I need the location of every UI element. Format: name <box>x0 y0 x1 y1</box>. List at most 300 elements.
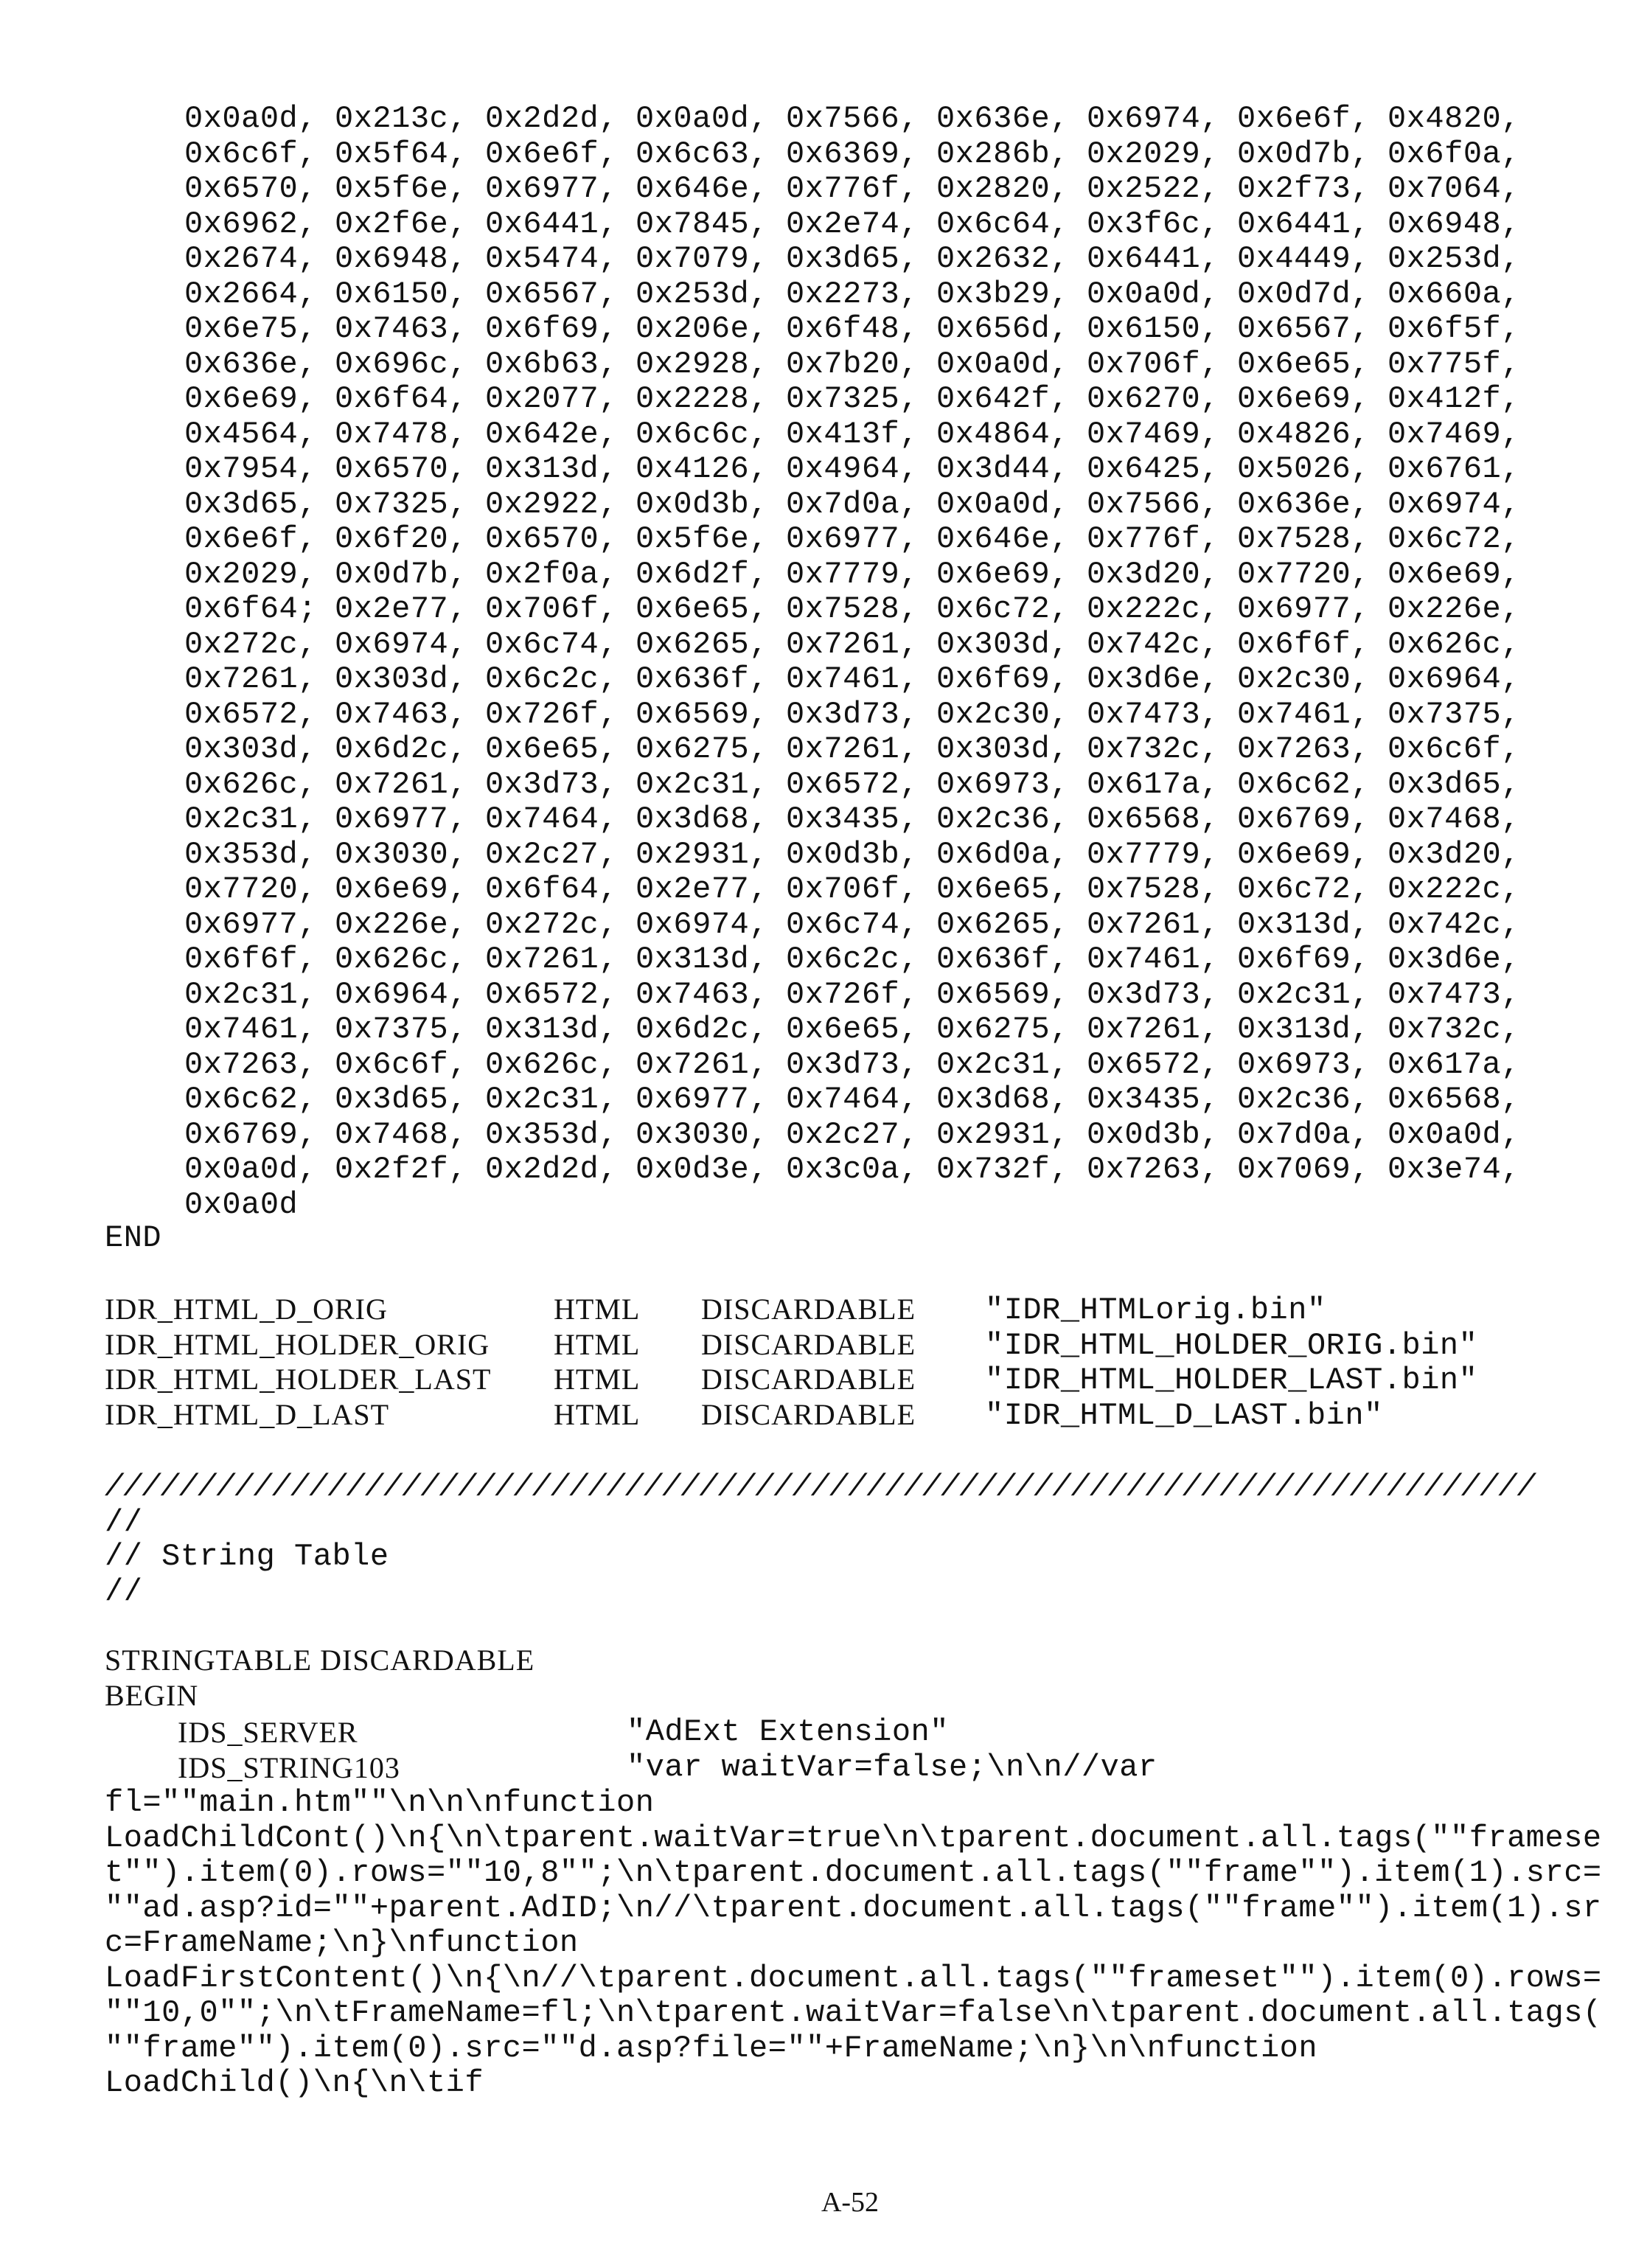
hex-value: 0x6977, <box>1237 594 1370 625</box>
hex-value: 0x6e75, <box>184 313 317 344</box>
hex-value: 0x6270, <box>1087 383 1219 414</box>
hex-value: 0x2522, <box>1087 173 1219 204</box>
hex-row <box>184 453 1585 486</box>
hex-value: 0x0d7b, <box>335 559 467 590</box>
hex-value: 0x6c72, <box>936 594 1069 625</box>
hex-value: 0x2c27, <box>786 1119 919 1150</box>
hex-row <box>184 279 1585 311</box>
hex-value: 0x7079, <box>636 243 768 274</box>
hex-value: 0x6265, <box>636 629 768 660</box>
code-line: ""10,0"";\n\tFrameName=fl;\n\tparent.waitVar=false\n\tparent.document.all.tags( <box>105 1997 1602 2028</box>
comment-title: // String Table <box>105 1541 389 1572</box>
hex-row <box>184 523 1585 556</box>
code-line: fl=""main.htm""\n\n\nfunction <box>105 1787 654 1818</box>
hex-value: 0x0a0d, <box>184 103 317 134</box>
hex-value: 0x2d2d, <box>485 103 618 134</box>
hex-value: 0x732f, <box>936 1154 1069 1185</box>
hex-value: 0x4126, <box>636 453 768 484</box>
hex-value: 0x2820, <box>936 173 1069 204</box>
hex-value: 0x6572, <box>184 699 317 730</box>
comment-separator: ///////////////////////////////////////////////////////////////////////////// <box>105 1472 1536 1503</box>
hex-value: 0x7261, <box>335 769 467 800</box>
hex-value: 0x3d73, <box>786 1049 919 1080</box>
hex-value: 0x7263, <box>1087 1154 1219 1185</box>
hex-value: 0x636f, <box>936 944 1069 975</box>
hex-row <box>184 1084 1585 1116</box>
hex-value: 0x7468, <box>335 1119 467 1150</box>
hex-value: 0x4826, <box>1237 419 1370 450</box>
hex-value: 0x6973, <box>936 769 1069 800</box>
hex-value: 0x6c63, <box>636 139 768 170</box>
hex-value: 0x7461, <box>1087 944 1219 975</box>
hex-value: 0x7464, <box>485 804 618 835</box>
hex-value: 0x0a0d, <box>636 103 768 134</box>
hex-value: 0x3d65, <box>335 1084 467 1115</box>
hex-value: 0x6567, <box>1237 313 1370 344</box>
hex-row <box>184 909 1585 942</box>
hex-value: 0x6e65, <box>1237 349 1370 380</box>
hex-value: 0x213c, <box>335 103 467 134</box>
hex-value: 0x6977, <box>485 173 618 204</box>
hex-value: 0x5f6e, <box>335 173 467 204</box>
hex-value: 0x3435, <box>786 804 919 835</box>
hex-value: 0x7263, <box>184 1049 317 1080</box>
hex-value: 0x742c, <box>1087 629 1219 660</box>
code-line: LoadChildCont()\n{\n\tparent.waitVar=true\n\tparent.document.all.tags(""framese <box>105 1823 1602 1854</box>
hex-value: 0x2922, <box>485 489 618 520</box>
code-line: ""ad.asp?id=""+parent.AdID;\n//\tparent.document.all.tags(""frame"").item(1).sr <box>105 1893 1602 1924</box>
hex-value: 0x6150, <box>1087 313 1219 344</box>
hex-value: 0x7375, <box>1387 699 1520 730</box>
hex-value: 0x6c6c, <box>636 419 768 450</box>
resource-flag: DISCARDABLE <box>701 1295 916 1324</box>
hex-value: 0x313d, <box>485 453 618 484</box>
hex-value: 0x2674, <box>184 243 317 274</box>
hex-value: 0x6c74, <box>786 909 919 940</box>
hex-value: 0x7d0a, <box>786 489 919 520</box>
hex-value: 0x303d, <box>936 734 1069 765</box>
hex-value: 0x2e77, <box>335 594 467 625</box>
hex-value: 0x7261, <box>184 664 317 695</box>
hex-value: 0x6568, <box>1087 804 1219 835</box>
hex-row <box>184 139 1585 171</box>
hex-value: 0x6f69, <box>485 313 618 344</box>
hex-value: 0x6e6f, <box>184 523 317 554</box>
hex-value: 0x313d, <box>636 944 768 975</box>
hex-value: 0x6369, <box>786 139 919 170</box>
hex-value: 0x636f, <box>636 664 768 695</box>
hex-row <box>184 734 1585 766</box>
hex-value: 0x6974, <box>335 629 467 660</box>
hex-value: 0x7d0a, <box>1237 1119 1370 1150</box>
hex-value: 0x7261, <box>786 734 919 765</box>
hex-row <box>184 979 1585 1012</box>
hex-value: 0x6948, <box>1387 209 1520 240</box>
hex-value: 0x5f64, <box>335 139 467 170</box>
resource-type: HTML <box>554 1400 640 1430</box>
resource-flag: DISCARDABLE <box>701 1400 916 1430</box>
hex-value: 0x636e, <box>1237 489 1370 520</box>
resource-id: IDR_HTML_HOLDER_LAST <box>105 1365 491 1394</box>
hex-value: 0x6974, <box>1387 489 1520 520</box>
hex-value: 0x2f6e, <box>335 209 467 240</box>
hex-row <box>184 559 1585 591</box>
hex-value: 0x6f64, <box>335 383 467 414</box>
hex-value: 0x3d73, <box>485 769 618 800</box>
hex-value: 0x6e65, <box>636 594 768 625</box>
hex-value: 0x642f, <box>936 383 1069 414</box>
hex-value: 0x6570, <box>184 173 317 204</box>
hex-value: 0x706f, <box>786 874 919 905</box>
hex-value: 0x7461, <box>786 664 919 695</box>
hex-value: 0x2c31, <box>936 1049 1069 1080</box>
hex-value: 0x626c, <box>335 944 467 975</box>
hex-value: 0x3f6c, <box>1087 209 1219 240</box>
hex-value: 0x636e, <box>184 349 317 380</box>
hex-value: 0x7528, <box>786 594 919 625</box>
hex-value: 0x7473, <box>1087 699 1219 730</box>
hex-value: 0x6f6f, <box>1237 629 1370 660</box>
hex-value: 0x3d68, <box>936 1084 1069 1115</box>
hex-value: 0x7469, <box>1087 419 1219 450</box>
hex-value: 0x6275, <box>636 734 768 765</box>
hex-value: 0x222c, <box>1387 874 1520 905</box>
hex-row <box>184 1049 1585 1082</box>
hex-value: 0x3b29, <box>936 279 1069 310</box>
resource-flag: DISCARDABLE <box>701 1330 916 1360</box>
hex-value: 0x2c31, <box>184 979 317 1010</box>
hex-value: 0x6e65, <box>936 874 1069 905</box>
hex-value: 0x3030, <box>636 1119 768 1150</box>
hex-value: 0x6e69, <box>1387 559 1520 590</box>
hex-value: 0x6e69, <box>335 874 467 905</box>
hex-value: 0x776f, <box>1087 523 1219 554</box>
hex-value: 0x6964, <box>335 979 467 1010</box>
hex-value: 0x206e, <box>636 313 768 344</box>
hex-value: 0x6977, <box>636 1084 768 1115</box>
hex-value: 0x7261, <box>786 629 919 660</box>
hex-row <box>184 419 1585 451</box>
hex-value: 0x253d, <box>636 279 768 310</box>
hex-value: 0x0a0d, <box>1387 1119 1520 1150</box>
hex-value: 0x2c27, <box>485 839 618 870</box>
hex-value: 0x6567, <box>485 279 618 310</box>
hex-value: 0x2228, <box>636 383 768 414</box>
hex-value: 0x6f5f, <box>1387 313 1520 344</box>
hex-value: 0x7720, <box>1237 559 1370 590</box>
hex-value: 0x6d2c, <box>636 1014 768 1045</box>
hex-row <box>184 173 1585 206</box>
hex-value: 0x3d6e, <box>1087 664 1219 695</box>
resource-type: HTML <box>554 1330 640 1360</box>
hex-value: 0x3435, <box>1087 1084 1219 1115</box>
resource-file: "IDR_HTML_D_LAST.bin" <box>985 1400 1383 1431</box>
hex-value: 0x3d44, <box>936 453 1069 484</box>
hex-value: 0x303d, <box>184 734 317 765</box>
hex-value: 0x6e6f, <box>1237 103 1370 134</box>
hex-value: 0x7261, <box>485 944 618 975</box>
hex-value: 0x636e, <box>936 103 1069 134</box>
hex-value: 0x6e65, <box>485 734 618 765</box>
hex-row <box>184 594 1585 626</box>
hex-value: 0x617a, <box>1387 1049 1520 1080</box>
resource-id: IDR_HTML_D_LAST <box>105 1400 389 1430</box>
hex-row <box>184 209 1585 241</box>
hex-value: 0x6c6f, <box>335 1049 467 1080</box>
hex-value: 0x286b, <box>936 139 1069 170</box>
hex-row <box>184 313 1585 346</box>
hex-value: 0x646e, <box>936 523 1069 554</box>
hex-value: 0x3d68, <box>636 804 768 835</box>
hex-value: 0x2c30, <box>936 699 1069 730</box>
hex-value: 0x2632, <box>936 243 1069 274</box>
hex-value: 0x626c, <box>184 769 317 800</box>
hex-value: 0x6f64, <box>485 874 618 905</box>
hex-value: 0x0a0d <box>184 1189 298 1220</box>
hex-value: 0x6f69, <box>936 664 1069 695</box>
hex-value: 0x7325, <box>335 489 467 520</box>
resource-type: HTML <box>554 1295 640 1324</box>
hex-value: 0x626c, <box>1387 629 1520 660</box>
hex-value: 0x7478, <box>335 419 467 450</box>
hex-value: 0x6d2f, <box>636 559 768 590</box>
resource-flag: DISCARDABLE <box>701 1365 916 1394</box>
hex-value: 0x303d, <box>936 629 1069 660</box>
hex-value: 0x6f20, <box>335 523 467 554</box>
hex-value: 0x6f69, <box>1237 944 1370 975</box>
hex-value: 0x6e69, <box>936 559 1069 590</box>
string-id: IDS_SERVER <box>178 1718 358 1747</box>
hex-value: 0x2273, <box>786 279 919 310</box>
hex-value: 0x6d2c, <box>335 734 467 765</box>
hex-value: 0x2c36, <box>936 804 1069 835</box>
hex-row <box>184 839 1585 872</box>
hex-value: 0x6f48, <box>786 313 919 344</box>
resource-id: IDR_HTML_HOLDER_ORIG <box>105 1330 490 1360</box>
hex-value: 0x7473, <box>1387 979 1520 1010</box>
hex-value: 0x6c6f, <box>1387 734 1520 765</box>
comment-line: // <box>105 1507 142 1538</box>
resource-id: IDR_HTML_D_ORIG <box>105 1295 388 1324</box>
hex-value: 0x226e, <box>1387 594 1520 625</box>
hex-value: 0x3d65, <box>786 243 919 274</box>
hex-value: 0x6b63, <box>485 349 618 380</box>
hex-value: 0x6441, <box>1087 243 1219 274</box>
hex-value: 0x7069, <box>1237 1154 1370 1185</box>
begin-keyword: BEGIN <box>105 1681 198 1711</box>
hex-value: 0x742c, <box>1387 909 1520 940</box>
hex-value: 0x617a, <box>1087 769 1219 800</box>
hex-value: 0x2c31, <box>1237 979 1370 1010</box>
hex-value: 0x7461, <box>184 1014 317 1045</box>
hex-value: 0x4449, <box>1237 243 1370 274</box>
hex-value: 0x7b20, <box>786 349 919 380</box>
hex-value: 0x6570, <box>335 453 467 484</box>
hex-value: 0x7064, <box>1387 173 1520 204</box>
hex-row <box>184 349 1585 381</box>
code-line: c=FrameName;\n}\nfunction <box>105 1927 579 1958</box>
hex-row <box>184 383 1585 416</box>
hex-value: 0x7464, <box>786 1084 919 1115</box>
hex-value: 0x6f0a, <box>1387 139 1520 170</box>
hex-row <box>184 103 1585 136</box>
hex-value: 0x7463, <box>636 979 768 1010</box>
hex-value: 0x6572, <box>1087 1049 1219 1080</box>
hex-value: 0x0d3b, <box>786 839 919 870</box>
hex-value: 0x726f, <box>485 699 618 730</box>
hex-value: 0x7263, <box>1237 734 1370 765</box>
hex-value: 0x7463, <box>335 699 467 730</box>
hex-value: 0x2f2f, <box>335 1154 467 1185</box>
hex-value: 0x6769, <box>1237 804 1370 835</box>
hex-value: 0x6275, <box>936 1014 1069 1045</box>
hex-value: 0x656d, <box>936 313 1069 344</box>
hex-value: 0x4864, <box>936 419 1069 450</box>
hex-row <box>184 1154 1585 1186</box>
hex-value: 0x6572, <box>485 979 618 1010</box>
hex-value: 0x732c, <box>1087 734 1219 765</box>
hex-value: 0x642e, <box>485 419 618 450</box>
hex-value: 0x313d, <box>1237 1014 1370 1045</box>
hex-value: 0x3d73, <box>786 699 919 730</box>
hex-value: 0x7261, <box>1087 1014 1219 1045</box>
hex-row <box>184 489 1585 521</box>
hex-value: 0x726f, <box>786 979 919 1010</box>
hex-value: 0x0a0d, <box>936 349 1069 380</box>
hex-value: 0x2664, <box>184 279 317 310</box>
hex-value: 0x7375, <box>335 1014 467 1045</box>
hex-value: 0x6e69, <box>184 383 317 414</box>
stringtable-header: STRINGTABLE DISCARDABLE <box>105 1646 535 1675</box>
hex-value: 0x5474, <box>485 243 618 274</box>
hex-value: 0x3d65, <box>184 489 317 520</box>
hex-value: 0x3d73, <box>1087 979 1219 1010</box>
hex-value: 0x732c, <box>1387 1014 1520 1045</box>
hex-value: 0x6e69, <box>1237 839 1370 870</box>
hex-value: 0x7469, <box>1387 419 1520 450</box>
hex-value: 0x4964, <box>786 453 919 484</box>
hex-value: 0x353d, <box>485 1119 618 1150</box>
hex-row <box>184 629 1585 661</box>
hex-value: 0x0a0d, <box>936 489 1069 520</box>
hex-value: 0x6e69, <box>1237 383 1370 414</box>
hex-value: 0x3d65, <box>1387 769 1520 800</box>
code-line: t"").item(0).rows=""10,8"";\n\tparent.document.all.tags(""frame"").item(1).src= <box>105 1857 1602 1888</box>
hex-value: 0x6c72, <box>1237 874 1370 905</box>
code-line: LoadChild()\n{\n\tif <box>105 2067 484 2098</box>
hex-row <box>184 664 1585 696</box>
hex-value: 0x2e74, <box>786 209 919 240</box>
hex-value: 0x6769, <box>184 1119 317 1150</box>
string-id: IDS_STRING103 <box>178 1753 400 1783</box>
hex-value: 0x7468, <box>1387 804 1520 835</box>
hex-value: 0x6441, <box>1237 209 1370 240</box>
hex-value: 0x6c6f, <box>184 139 317 170</box>
hex-value: 0x226e, <box>335 909 467 940</box>
hex-value: 0x2c36, <box>1237 1084 1370 1115</box>
hex-value: 0x7463, <box>335 313 467 344</box>
hex-value: 0x6265, <box>936 909 1069 940</box>
resource-file: "IDR_HTMLorig.bin" <box>985 1295 1326 1326</box>
hex-value: 0x646e, <box>636 173 768 204</box>
hex-value: 0x303d, <box>335 664 467 695</box>
hex-value: 0x2928, <box>636 349 768 380</box>
hex-value: 0x6569, <box>936 979 1069 1010</box>
page-number: A-52 <box>0 2188 1647 2216</box>
hex-value: 0x6948, <box>335 243 467 274</box>
hex-value: 0x5f6e, <box>636 523 768 554</box>
end-keyword: END <box>105 1222 161 1253</box>
hex-value: 0x6425, <box>1087 453 1219 484</box>
hex-row <box>184 1014 1585 1046</box>
hex-value: 0x6c74, <box>485 629 618 660</box>
hex-value: 0x413f, <box>786 419 919 450</box>
hex-value: 0x313d, <box>485 1014 618 1045</box>
hex-value: 0x2e77, <box>636 874 768 905</box>
hex-value: 0x5026, <box>1237 453 1370 484</box>
hex-value: 0x7779, <box>1087 839 1219 870</box>
hex-value: 0x0a0d, <box>184 1154 317 1185</box>
code-line: LoadFirstContent()\n{\n//\tparent.document.all.tags(""frameset"").item(0).rows= <box>105 1963 1602 1994</box>
hex-value: 0x6974, <box>636 909 768 940</box>
hex-row <box>184 1189 1585 1222</box>
hex-value: 0x6e6f, <box>485 139 618 170</box>
hex-value: 0x2c31, <box>184 804 317 835</box>
hex-value: 0x7528, <box>1237 523 1370 554</box>
hex-value: 0x2c31, <box>636 769 768 800</box>
hex-value: 0x3e74, <box>1387 1154 1520 1185</box>
resource-file: "IDR_HTML_HOLDER_ORIG.bin" <box>985 1330 1477 1361</box>
hex-row <box>184 944 1585 976</box>
hex-row <box>184 769 1585 801</box>
hex-value: 0x6977, <box>184 909 317 940</box>
hex-value: 0x272c, <box>184 629 317 660</box>
hex-value: 0x7325, <box>786 383 919 414</box>
hex-value: 0x6568, <box>1387 1084 1520 1115</box>
resource-type: HTML <box>554 1365 640 1394</box>
hex-value: 0x6962, <box>184 209 317 240</box>
hex-value: 0x6c62, <box>184 1084 317 1115</box>
hex-value: 0x7954, <box>184 453 317 484</box>
hex-value: 0x2c31, <box>485 1084 618 1115</box>
hex-value: 0x7528, <box>1087 874 1219 905</box>
hex-value: 0x7779, <box>786 559 919 590</box>
hex-value: 0x7845, <box>636 209 768 240</box>
string-value: "AdExt Extension" <box>627 1716 949 1747</box>
hex-value: 0x6c2c, <box>485 664 618 695</box>
hex-value: 0x6761, <box>1387 453 1520 484</box>
hex-value: 0x0d7b, <box>1237 139 1370 170</box>
hex-value: 0x313d, <box>1237 909 1370 940</box>
hex-row <box>184 804 1585 836</box>
hex-value: 0x6c72, <box>1387 523 1520 554</box>
hex-value: 0x776f, <box>786 173 919 204</box>
hex-value: 0x6973, <box>1237 1049 1370 1080</box>
hex-value: 0x7566, <box>786 103 919 134</box>
hex-value: 0x2d2d, <box>485 1154 618 1185</box>
hex-value: 0x7461, <box>1237 699 1370 730</box>
hex-value: 0x706f, <box>485 594 618 625</box>
hex-value: 0x2931, <box>636 839 768 870</box>
hex-value: 0x2c30, <box>1237 664 1370 695</box>
hex-value: 0x0a0d, <box>1087 279 1219 310</box>
hex-value: 0x0d3b, <box>636 489 768 520</box>
code-line: ""frame"").item(0).src=""d.asp?file=""+FrameName;\n}\n\nfunction <box>105 2033 1317 2064</box>
hex-value: 0x3d20, <box>1387 839 1520 870</box>
hex-value: 0x0d3b, <box>1087 1119 1219 1150</box>
hex-value: 0x626c, <box>485 1049 618 1080</box>
hex-value: 0x706f, <box>1087 349 1219 380</box>
